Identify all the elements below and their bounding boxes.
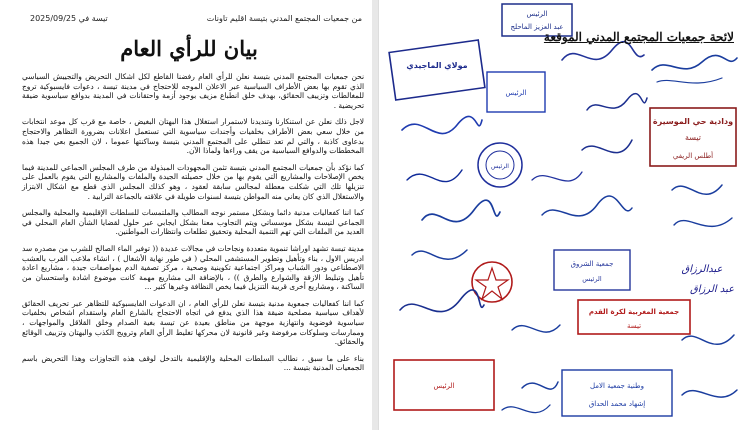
stamp-label: عبد الرزاق: [689, 284, 735, 295]
stamp-label: مولاي الماجيدي: [406, 61, 468, 70]
statement-body: [22, 72, 364, 380]
stamp-label: إشهاد محمد الحداق: [588, 400, 646, 408]
stamp: [478, 143, 522, 187]
statement-paragraph: كما اننا كفعاليات مدنية دائما وبشكل مستمر نوجه المطالب والملتمسات للسلطات الإقليمية والمحلية والمجلس الجماعي لتيسة بشكل موسساتي ويتم التجاوب معنا بشكل ايجابي عبر حلول لقضايا الشأن العام المحلي في العديد من الملفات التي تهم التنمية المحلية وتحقيق تطلعات وانتظارات المواطنين.: [22, 208, 364, 237]
stamp: [562, 370, 672, 416]
stamp: [389, 40, 485, 100]
stamp-label: جمعية الشروق: [570, 260, 614, 268]
statement-date: تيسة في 2025/09/25: [30, 14, 108, 23]
stamp-label: الرئيس: [582, 275, 602, 283]
stamp-label: الرئيس: [505, 89, 527, 97]
stamp-label: عبد العزيز الماحلج: [510, 23, 564, 31]
signatories-list-title: لائحة جمعيات المجتمع المدني الموقعة: [543, 30, 734, 44]
stamp-label: الرئيس: [491, 163, 509, 170]
signatures-page: [382, 0, 750, 430]
stamp-label: ودادية حي الموسيرة: [652, 117, 734, 126]
stamp: [650, 108, 736, 166]
stamp-label: تيسة: [684, 133, 702, 142]
statement-issuer: من جمعيات المجتمع المدني بتيسة اقليم تاونات: [206, 14, 362, 23]
statement-paragraph: كما نؤكد بأن جمعيات المجتمع المدني بتيسة تثمن المجهودات المبذولة من طرف المجلس الجماعي للمدينة فيما يخص الإصلاحات والمشاريع التي يقوم بها من خلال حصيلته الجيدة والملفات والمشاريع التي يقوم بالعمل على تنزيلها تلك التي شكلت معطلة لمجالس سابقة لعقود ، وهو كذلك المجلس الذي قطع مع اشكال الابتزاز والاستغلال الذي كان يعاني منه المواطن بتيسة لسنوات طويلة في علاقته بالجماعة الترابية .: [22, 162, 364, 201]
stamp-label: الرئيس: [433, 382, 455, 390]
handwritten-name: [682, 264, 735, 295]
stamp-label: عبدالرزاق: [681, 264, 723, 275]
stamp-label: وطنية جمعية الامل: [590, 382, 644, 390]
statement-paragraph: لاجل ذلك نعلن عن استنكارنا وتنديدنا لاستمرار استغلال هذا البهتان البغيض ، خاصة مع قرب كل موعد انتخابات من خلال سعي بعض الأطراف بخلفيات وأجندات سياسوية التي تستعمل اعلانات بضرورة التظاهر والاحتجاج بدعاوى كاذبة ، والتي لم تعد تنطلي على المجتمع المدني بتيسة وساكنتها عموما ، لان الجميع بعي جيدا هذه المخططات والدوافع السياسية من يقف وراءها ولماذا الآن.: [22, 117, 364, 156]
statement-paragraph: بناء على ما سبق ، نطالب السلطات المحلية والإقليمية بالتدخل لوقف هذه التجاوزات وهذا التحريض باسم الجمعيات المدنية بتيسة ...: [22, 353, 364, 373]
statement-title: بيان للرأي العام: [120, 36, 258, 61]
stamp-label: الرئيس: [526, 10, 548, 18]
stamp: [394, 360, 494, 410]
stamp-label: تيسة: [626, 322, 642, 330]
stamp: [554, 250, 630, 290]
stamp-label: جمعية المغربية لكرة القدم: [588, 308, 680, 316]
statement-paragraph: كما اننا كفعاليات جمعوية مدنية بتيسة نعلن للرأي العام ، ان الدعوات الفايسبوكية للتظاهر عبر تحريف الحقائق لأهداف سياسية مصلحية ضيقة هذا الذي يدفع في اتجاه الاحتجاج بالشارع العام واستقدام اشخاص بخلفيات سياسوية فوضوية وانتهازية موجهة من مناطق بعيدة عن تيسة بغية الصدام وخلق القلاقل والمواجهات ، وممارسات وسلوكات مرفوضة وغير قانونية لان محركها تغليط الرأي العام وترويج الكذب والبهتان وتزييف الوقائع والحقائق.: [22, 298, 364, 347]
stamp: [487, 72, 545, 112]
page-edge: [372, 0, 378, 430]
statement-paragraph: نحن جمعيات المجتمع المدني بتيسة نعلن للرأي العام رفضنا القاطع لكل اشكال التحريض والتجييش السياسي الذي تقوم بها بعض الأطراف السياسية عبر الاعلان الموجه للاحتجاج في مدينة تيسة ، دعوات فايسبوكية تروج للمغالطات وتزييف الحقائق، بهدف خلق انطباع مزيف بوجود أزمة واحتقانات في المدينة بدوافع سياسوية ضيقة تحريضية .: [22, 72, 364, 110]
stamp: [578, 300, 690, 334]
signatures-and-stamps: [382, 0, 750, 430]
stamp-label: أطلس الريفي: [672, 152, 714, 160]
statement-paragraph: مدينة تيسة تشهد اوراشا تنموية متعددة ونجاحات في مجالات عديدة (( توفير الماء الصالح للشرب من مصدره سد ادريس الاول ، بناء وتأهيل وتطوير المستشفى المحلي ( في طور نهاية الأشغال ) ، انشاء ملاعب القرب بالعشب الاصطناعي ودور الشباب ومراكز اجتماعية تكوينية وصحية ، مركز تصفية الدم بمواصفات جيدة ، مشاريع اعادة تأهيل وتبليط الازقة والشوارع والطرق )) ، بالإضافة الى مشاريع مهمة كانت موضوع اشادة واستحسان من الساكنة ، ومشاريع أخرى قريبة التنزيل فيما يخص النظافة وغيرها كثير ...: [22, 243, 364, 292]
signature-scribbles: [400, 42, 737, 413]
